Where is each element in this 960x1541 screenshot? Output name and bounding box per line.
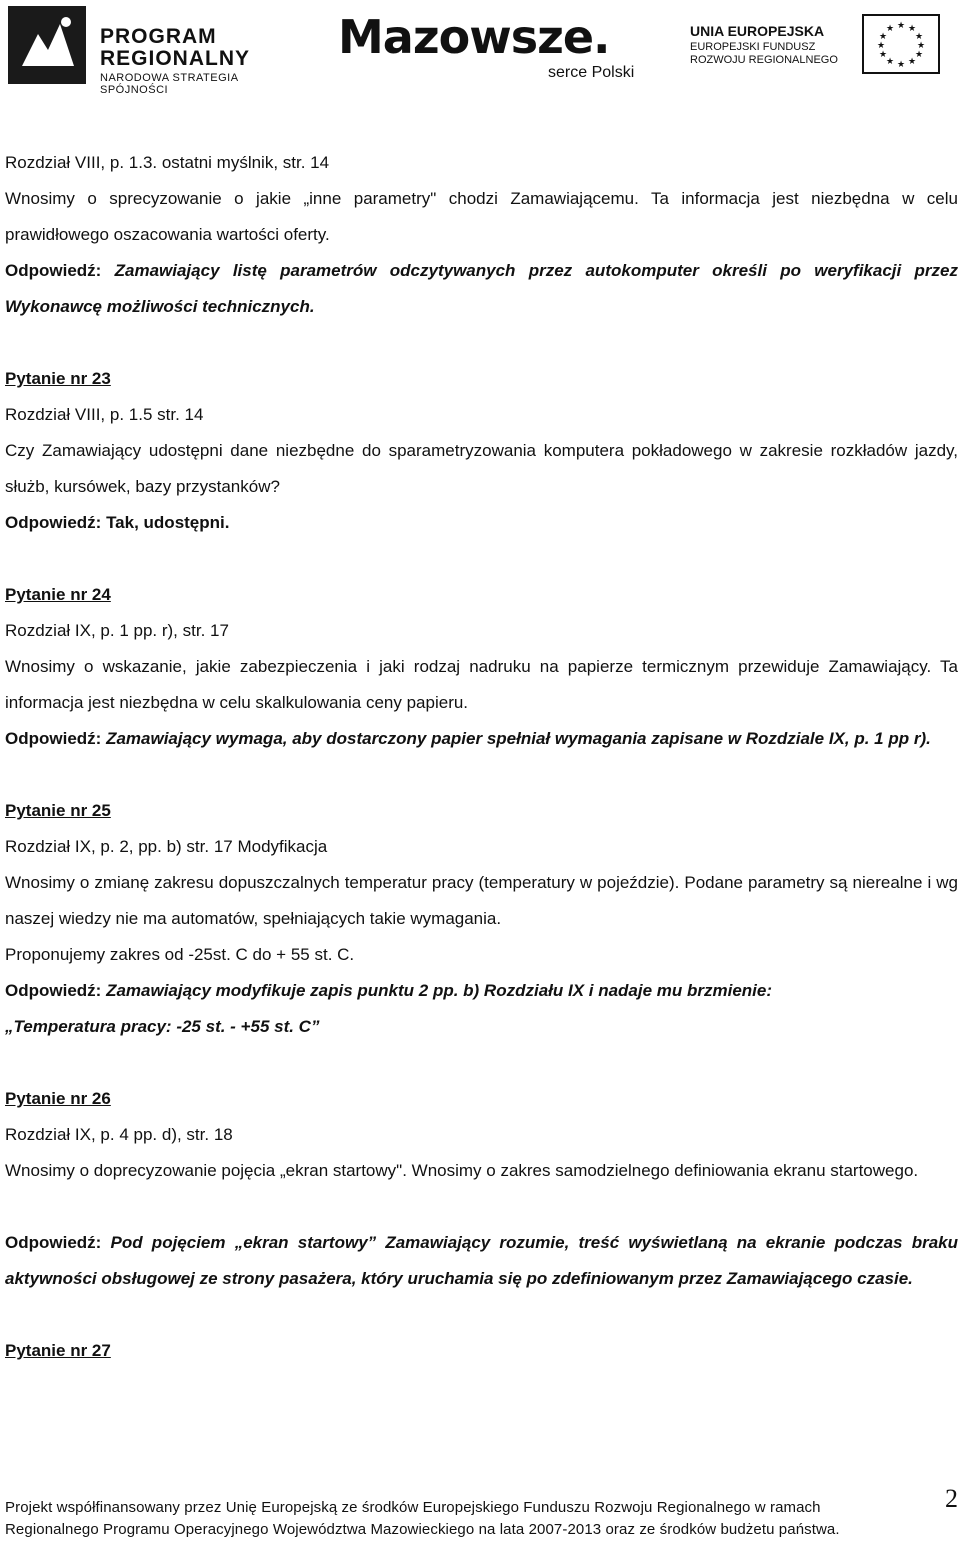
question-heading-26: Pytanie nr 26 [5,1089,111,1108]
answer-text: Tak, udostępni. [106,513,230,532]
section-reference: Rozdział VIII, p. 1.5 str. 14 [5,405,204,424]
svg-text:★: ★ [896,60,906,70]
question-text: Wnosimy o wskazanie, jakie zabezpieczenia i jaki rodzaj nadruku na papierze termicznym przewiduje Zamawiający. Ta informacja jest niezbędna w celu skalkulowania ceny papieru. [5,657,958,712]
question-heading-23: Pytanie nr 23 [5,369,111,388]
answer-text: Zamawiający wymaga, aby dostarczony papier spełniał wymagania zapisane w Rozdziale IX, p. 1 pp r). [106,729,931,748]
svg-text:★: ★ [907,24,917,34]
svg-text:★: ★ [907,57,917,67]
answer-quote: „Temperatura pracy: -25 st. - +55 st. C” [5,1017,320,1036]
answer-text: Zamawiający modyfikuje zapis punktu 2 pp. b) Rozdziału IX i nadaje mu brzmienie: [106,981,773,1000]
answer-paragraph [5,1225,958,1297]
answer-text: Zamawiający listę parametrów odczytywanych przez autokomputer określi po weryfikacji przez Wykonawcę możliwości technicznych. [5,261,958,316]
footer-line-1: Projekt współfinansowany przez Unię Europejską ze środków Europejskiego Funduszu Rozwoju Regionalnego w ramach [5,1499,821,1516]
svg-text:★: ★ [916,41,926,51]
answer-label: Odpowiedź: [5,513,102,532]
question-text: Wnosimy o sprecyzowanie o jakie „inne parametry" chodzi Zamawiającemu. Ta informacja jest niezbędna w celu prawidłowego oszacowania wartości oferty. [5,189,958,244]
footer-line-2: Regionalnego Programu Operacyjnego Województwa Mazowieckiego na lata 2007-2013 oraz ze środków budżetu państwa. [5,1521,840,1538]
svg-text:★: ★ [876,41,886,51]
section-reference: Rozdział IX, p. 4 pp. d), str. 18 [5,1125,233,1144]
program-line-1: PROGRAM [100,25,217,48]
answer-label: Odpowiedź: [5,1233,102,1252]
program-regionalny-emblem-icon [8,6,86,84]
answer-label: Odpowiedź: [5,981,102,1000]
section-reference: Rozdział VIII, p. 1.3. ostatni myślnik, str. 14 [5,153,330,172]
svg-text:★: ★ [885,57,895,67]
answer-text: Pod pojęciem „ekran startowy” Zamawiający rozumie, treść wyświetlaną na ekranie podczas braku aktywności obsługowej ze strony pasażera, który uruchamia się po zdefiniowanym przez Zamawiającego czasie. [5,1233,958,1288]
svg-text:★: ★ [878,32,888,42]
question-text: Czy Zamawiający udostępni dane niezbędne do sparametryzowania komputera pokładowego w zakresie rozkładów jazdy, służb, kursówek, bazy przystanków? [5,441,958,496]
answer-paragraph [5,505,958,541]
svg-text:★: ★ [878,50,888,60]
svg-text:★: ★ [914,32,924,42]
eu-line-2: EUROPEJSKI FUNDUSZ [690,41,816,53]
answer-paragraph [5,721,958,757]
page-header [0,0,960,100]
question-heading-27: Pytanie nr 27 [5,1341,111,1360]
eu-fund-logo [690,14,950,78]
answer-paragraph [5,973,958,1009]
svg-text:★: ★ [914,50,924,60]
question-text: Wnosimy o zmianę zakresu dopuszczalnych temperatur pracy (temperatury w pojeździe). Podane parametry są nierealne i wg naszej wiedzy nie ma automatów, spełniających takie wymagania. [5,873,958,928]
question-heading-25: Pytanie nr 25 [5,801,111,820]
document-body [5,145,958,1369]
program-regionalny-logo [8,6,308,96]
answer-label: Odpowiedź: [5,729,102,748]
program-line-2: REGIONALNY [100,47,251,70]
page-footer [5,1497,957,1541]
svg-text:★: ★ [896,21,906,31]
section-reference: Rozdział IX, p. 2, pp. b) str. 17 Modyfikacja [5,837,328,856]
answer-label: Odpowiedź: [5,261,102,280]
question-text: Wnosimy o doprecyzowanie pojęcia „ekran startowy". Wnosimy o zakres samodzielnego definiowania ekranu startowego. [5,1161,919,1180]
mazowsze-wordmark: Mazowsze. [338,10,610,64]
eu-line-1: UNIA EUROPEJSKA [690,23,825,39]
page-number: 2 [945,1484,958,1513]
mazowsze-logo [338,10,648,86]
section-reference: Rozdział IX, p. 1 pp. r), str. 17 [5,621,229,640]
question-heading-24: Pytanie nr 24 [5,585,111,604]
proposal-text: Proponujemy zakres od -25st. C do + 55 st. C. [5,945,355,964]
svg-text:★: ★ [885,24,895,34]
mazowsze-tagline: serce Polski [548,64,635,81]
eu-line-3: ROZWOJU REGIONALNEGO [690,54,838,66]
eu-flag-icon [862,14,940,74]
answer-paragraph [5,253,958,325]
program-line-3: NARODOWA STRATEGIA SPÓJNOŚCI [100,72,238,96]
